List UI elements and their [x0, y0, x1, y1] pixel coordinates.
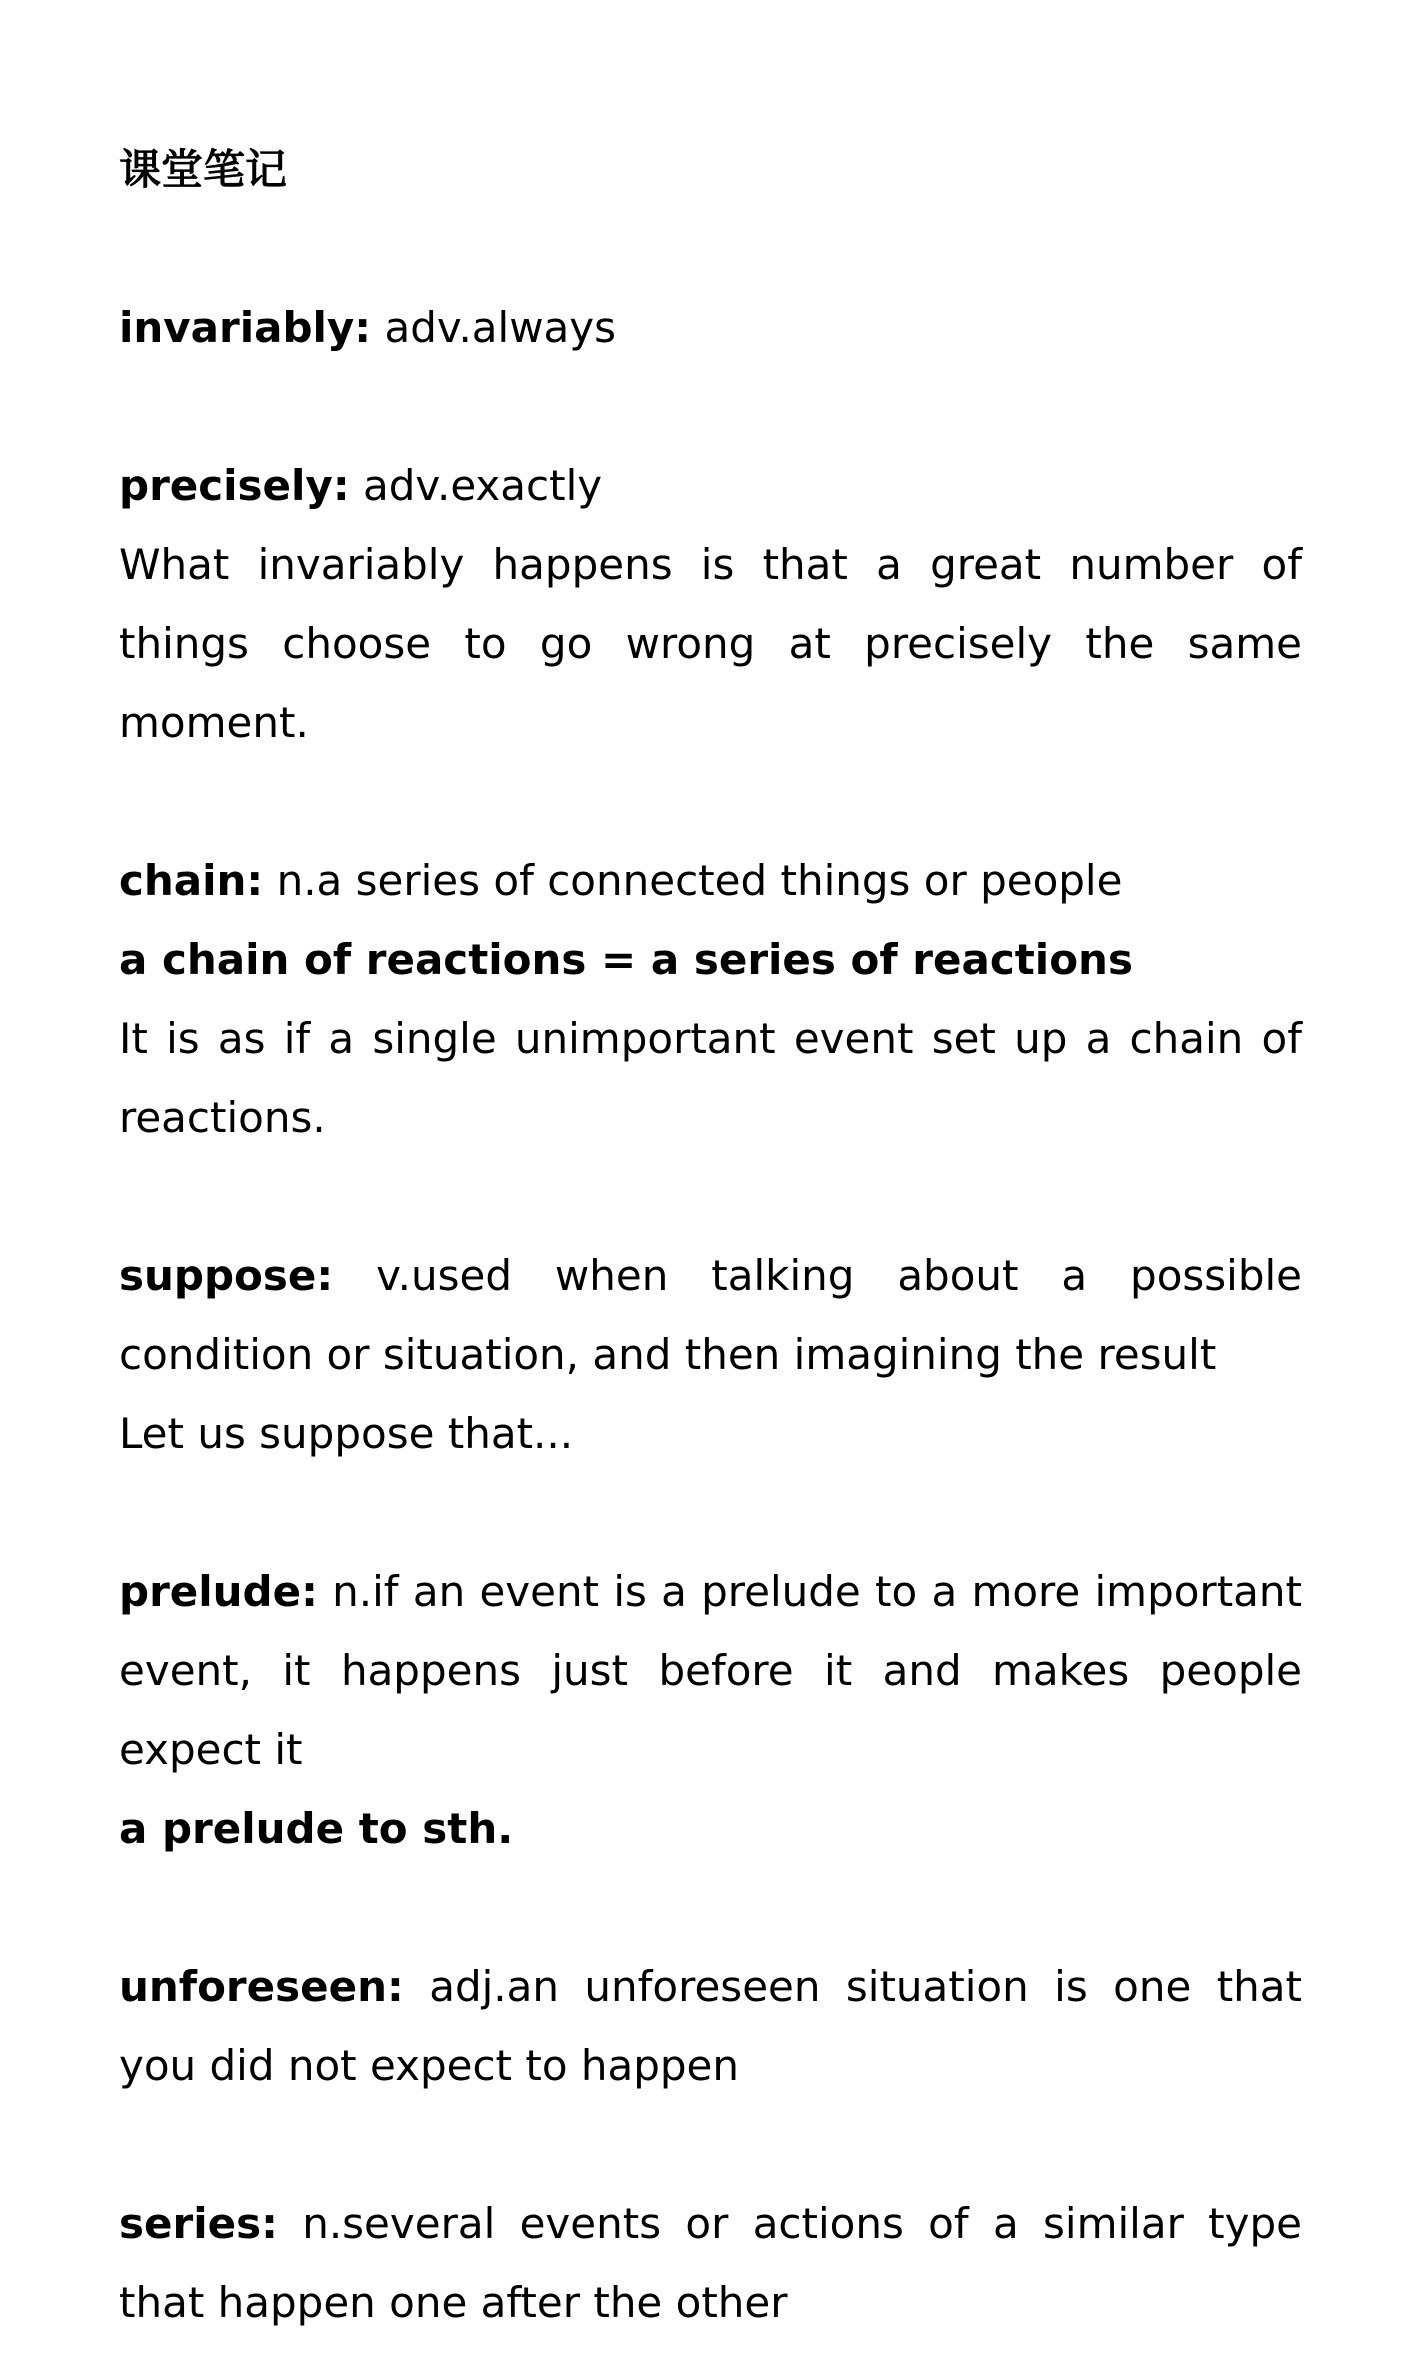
spacer [119, 1473, 1302, 1552]
term: invariably: [119, 303, 372, 352]
entry-series [119, 2184, 1302, 2342]
entry-precisely [119, 446, 1302, 525]
definition: n.if an event is a prelude to a more important event, it happens just before it and makes people expect it [119, 1567, 1302, 1774]
entry-chain [119, 841, 1302, 920]
definition: n.several events or actions of a similar type that happen one after the other [119, 2199, 1302, 2327]
spacer [119, 367, 1302, 446]
term: suppose: [119, 1251, 334, 1300]
spacer [119, 2105, 1302, 2184]
phrase: a chain of reactions = a series of reactions [119, 935, 1133, 984]
example-sentence: What invariably happens is that a great number of things choose to go wrong at precisely the same moment. [119, 540, 1302, 747]
entry-unforeseen [119, 1947, 1302, 2105]
spacer [119, 209, 1302, 288]
phrase: a prelude to sth. [119, 1804, 514, 1853]
spacer [119, 762, 1302, 841]
spacer [119, 1868, 1302, 1947]
definition: v.used when talking about a possible condition or situation, and then imagining the result [119, 1251, 1302, 1379]
term: unforeseen: [119, 1962, 404, 2011]
term: prelude: [119, 1567, 318, 1616]
definition: n.a series of connected things or people [263, 856, 1123, 905]
entry-invariably [119, 288, 1302, 367]
term: precisely: [119, 461, 350, 510]
term: series: [119, 2199, 278, 2248]
definition: adj.an unforeseen situation is one that you did not expect to happen [119, 1962, 1302, 2090]
spacer [119, 1157, 1302, 1236]
definition: adv.always [371, 303, 617, 352]
term: chain: [119, 856, 264, 905]
page-title: 课堂笔记 [119, 145, 288, 194]
entry-prelude [119, 1552, 1302, 1789]
entry-suppose [119, 1236, 1302, 1394]
example-sentence: Let us suppose that... [119, 1409, 574, 1458]
definition: adv.exactly [349, 461, 603, 510]
notes-page [119, 130, 1302, 2342]
example-sentence: It is as if a single unimportant event set up a chain of reactions. [119, 1014, 1302, 1142]
